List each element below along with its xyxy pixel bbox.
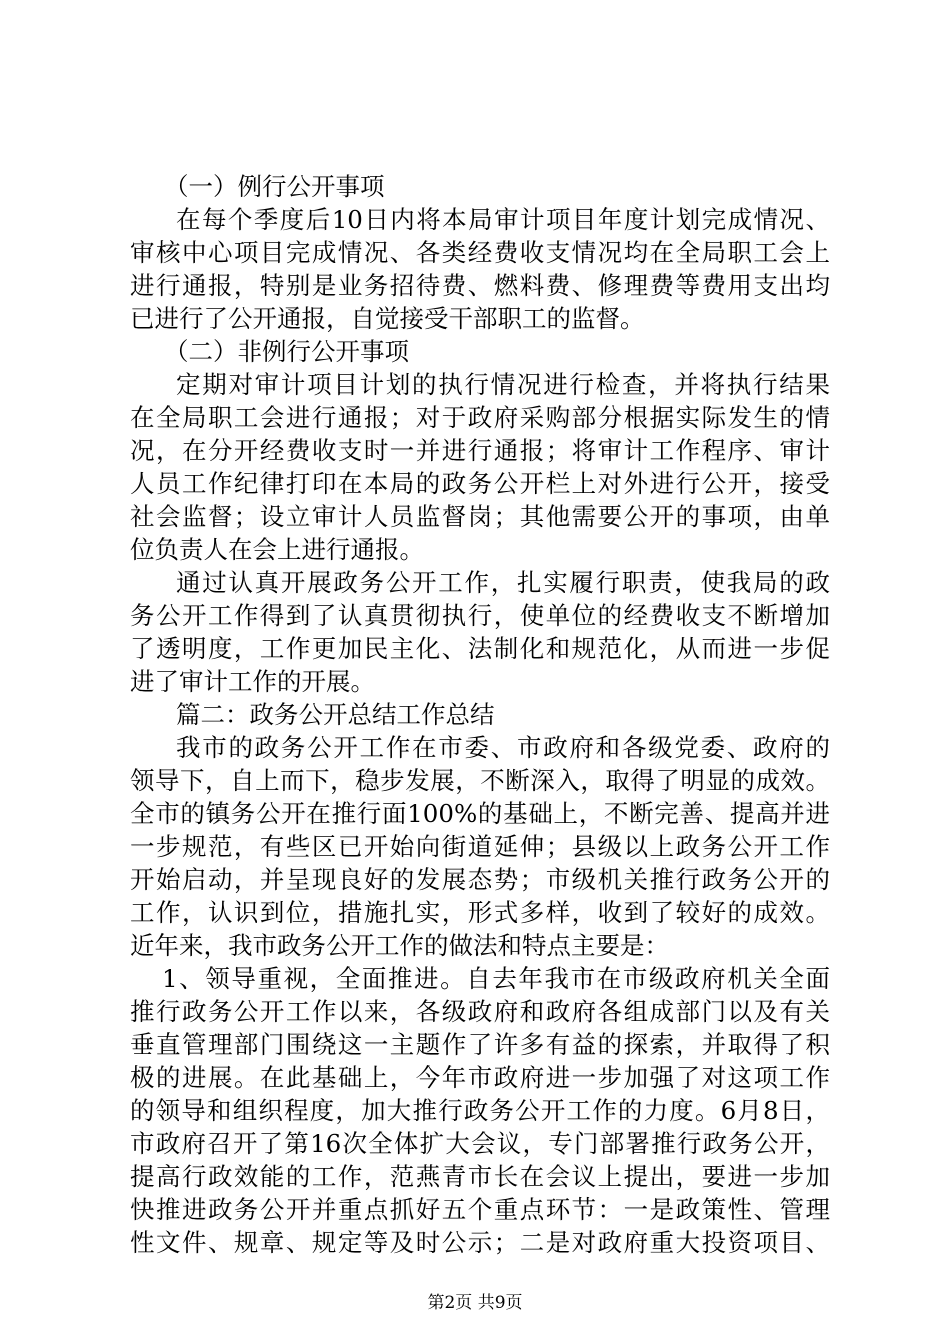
text-line: 了透明度，工作更加民主化、法制化和规范化，从而进一步促 [130, 634, 830, 663]
article-heading: 篇二：政务公开总结工作总结 [176, 700, 495, 729]
text-line: 近年来，我市政务公开工作的做法和特点主要是： [130, 931, 669, 960]
section-heading-nonroutine: （二）非例行公开事项 [164, 337, 409, 366]
section-heading-routine: （一）例行公开事项 [164, 172, 385, 201]
text-line: 性文件、规章、规定等及时公示；二是对政府重大投资项目、 [130, 1228, 830, 1257]
document-body [130, 170, 830, 1259]
text-line: 工作，认识到位，措施扎实，形式多样，收到了较好的成效。 [130, 898, 830, 927]
text-line: 在每个季度后10日内将本局审计项目年度计划完成情况、 [176, 205, 830, 234]
text-line: 极的进展。在此基础上，今年市政府进一步加强了对这项工作 [130, 1063, 830, 1092]
text-line: 全市的镇务公开在推行面100%的基础上，不断完善、提高并进 [130, 799, 830, 828]
text-line: 在全局职工会进行通报；对于政府采购部分根据实际发生的情 [130, 403, 830, 432]
text-line: 垂直管理部门围绕这一主题作了许多有益的探索，并取得了积 [130, 1030, 830, 1059]
text-line: 位负责人在会上进行通报。 [130, 535, 424, 564]
text-line: 进了审计工作的开展。 [130, 667, 375, 696]
text-line: 提高行政效能的工作，范燕青市长在会议上提出，要进一步加 [130, 1162, 830, 1191]
text-line: 1、领导重视，全面推进。自去年我市在市级政府机关全面 [162, 964, 830, 993]
text-line: 进行通报，特别是业务招待费、燃料费、修理费等费用支出均 [130, 271, 830, 300]
text-line: 市政府召开了第16次全体扩大会议，专门部署推行政务公开， [130, 1129, 830, 1158]
text-line: 定期对审计项目计划的执行情况进行检查，并将执行结果 [176, 370, 830, 399]
text-line: 一步规范，有些区已开始向街道延伸；县级以上政务公开工作 [130, 832, 830, 861]
text-line: 开始启动，并呈现良好的发展态势；市级机关推行政务公开的 [130, 865, 830, 894]
text-line: 领导下，自上而下，稳步发展，不断深入，取得了明显的成效。 [130, 766, 830, 795]
text-line: 审核中心项目完成情况、各类经费收支情况均在全局职工会上 [130, 238, 830, 267]
text-line: 况，在分开经费收支时一并进行通报；将审计工作程序、审计 [130, 436, 830, 465]
text-line: 务公开工作得到了认真贯彻执行，使单位的经费收支不断增加 [130, 601, 830, 630]
text-line: 我市的政务公开工作在市委、市政府和各级党委、政府的 [176, 733, 830, 762]
text-line: 快推进政务公开并重点抓好五个重点环节：一是政策性、管理 [130, 1195, 830, 1224]
text-line: 的领导和组织程度，加大推行政务公开工作的力度。6月8日， [130, 1096, 830, 1125]
text-line: 社会监督；设立审计人员监督岗；其他需要公开的事项，由单 [130, 502, 830, 531]
text-line: 已进行了公开通报，自觉接受干部职工的监督。 [130, 304, 645, 333]
page-number-footer: 第2页 共9页 [427, 1293, 523, 1313]
text-line: 推行政务公开工作以来，各级政府和政府各组成部门以及有关 [130, 997, 830, 1026]
text-line: 通过认真开展政务公开工作，扎实履行职责，使我局的政 [176, 568, 830, 597]
text-line: 人员工作纪律打印在本局的政务公开栏上对外进行公开，接受 [130, 469, 830, 498]
